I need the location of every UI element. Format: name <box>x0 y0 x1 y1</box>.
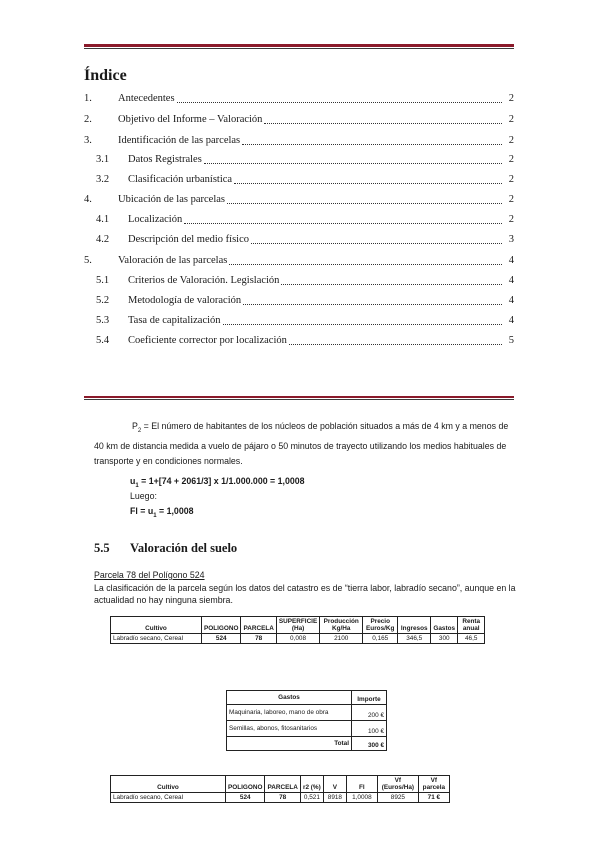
table-cell: Semillas, abonos, fitosanitarios <box>227 721 352 737</box>
toc-leader-dots <box>229 263 502 265</box>
table-header: Gastos <box>431 617 458 634</box>
toc-label: Datos Registrales <box>128 154 202 165</box>
toc-entry[interactable] <box>84 193 514 207</box>
table-header: Vf parcela <box>418 776 449 793</box>
toc-number: 2. <box>84 114 92 125</box>
toc-leader-dots <box>281 283 502 285</box>
table-cell: 300 <box>431 634 458 644</box>
table-header: Vf (Euros/Ha) <box>377 776 418 793</box>
table-header: Importe <box>352 691 387 705</box>
toc-page-number: 2 <box>508 135 514 146</box>
table-cell: 0,165 <box>363 634 398 644</box>
toc-number: 5.4 <box>96 335 110 346</box>
toc-page-number: 4 <box>508 295 514 306</box>
table-header: POLIGONO <box>202 617 241 634</box>
table-header: Producción Kg/Ha <box>320 617 363 634</box>
toc-number: 3.1 <box>96 154 110 165</box>
table-cell: 524 <box>226 793 265 803</box>
toc-entry[interactable] <box>84 233 514 247</box>
toc-leader-dots <box>234 182 502 184</box>
table-cell: 78 <box>265 793 300 803</box>
section-heading: 5.5 Valoración del suelo <box>94 541 238 555</box>
parcel-description: La clasificación de la parcela según los datos del catastro es de “tierra labor, labradío secano”, aunque en la actualidad no hay ninguna siembra. <box>94 583 516 605</box>
table-header-row <box>227 691 387 705</box>
table-cell: 0,008 <box>276 634 319 644</box>
table-header: POLIGONO <box>226 776 265 793</box>
toc-page-number: 4 <box>508 275 514 286</box>
table-cell: 78 <box>241 634 276 644</box>
total-value: 300 € <box>352 737 387 751</box>
toc-leader-dots <box>264 122 502 124</box>
table-cell: 71 € <box>418 793 449 803</box>
toc-page-number: 2 <box>508 93 514 104</box>
toc-label: Descripción del medio físico <box>128 234 250 245</box>
index-title: Índice <box>84 67 127 84</box>
toc-leader-dots <box>242 143 502 145</box>
table-cell: 8925 <box>377 793 418 803</box>
toc-entry[interactable] <box>84 254 514 268</box>
table-cell: 524 <box>202 634 241 644</box>
valuation-table <box>110 775 450 803</box>
toc-entry[interactable] <box>84 92 514 106</box>
table-header: r2 (%) <box>300 776 323 793</box>
toc-page-number: 5 <box>508 335 514 346</box>
table-cell: 200 € <box>352 705 387 721</box>
toc-page-number: 2 <box>508 174 514 185</box>
table-cell: 8918 <box>323 793 346 803</box>
toc-number: 5.2 <box>96 295 110 306</box>
total-label: Total <box>227 737 352 751</box>
table-cell: 1,0008 <box>346 793 377 803</box>
toc-leader-dots <box>204 162 502 164</box>
table-header: SUPERFICIE (Ha) <box>276 617 319 634</box>
toc-entry[interactable] <box>84 134 514 148</box>
table-row <box>227 705 387 721</box>
toc-number: 5.3 <box>96 315 110 326</box>
toc-page-number: 2 <box>508 214 514 225</box>
table-header-row <box>111 617 485 634</box>
toc-page-number: 2 <box>508 114 514 125</box>
toc-leader-dots <box>243 303 502 305</box>
toc-number: 5. <box>84 255 92 266</box>
toc-number: 4. <box>84 194 92 205</box>
toc-label: Antecedentes <box>118 93 175 104</box>
table-cell: 46,5 <box>458 634 485 644</box>
toc-number: 5.1 <box>96 275 110 286</box>
income-table <box>110 616 485 644</box>
toc-entry[interactable] <box>84 153 514 167</box>
p2-paragraph: $P_2 = El$ número de habitantes de los núcleos de población situados a más de 4 km y a menos de 40 km de distancia medida a vuelo de pájaro o 50 minutos de trayecto utilizando los medios habituales de transporte y en condiciones normales. <box>94 421 509 466</box>
table-cell: 2100 <box>320 634 363 644</box>
toc-page-number: 3 <box>508 234 514 245</box>
toc-leader-dots <box>251 242 502 244</box>
luego-text: Luego: <box>130 491 157 501</box>
page-break-rule <box>84 396 514 398</box>
toc-label: Localización <box>128 214 183 225</box>
toc-number: 1. <box>84 93 92 104</box>
toc-leader-dots <box>227 202 502 204</box>
toc-label: Clasificación urbanística <box>128 174 233 185</box>
table-row <box>111 634 485 644</box>
toc-entry[interactable] <box>84 274 514 288</box>
table-cell: Labradío secano, Cereal <box>111 634 202 644</box>
table-header-row <box>111 776 450 793</box>
toc-entry[interactable] <box>84 113 514 127</box>
table-header: PARCELA <box>241 617 276 634</box>
table-row <box>111 793 450 803</box>
toc-label: Criterios de Valoración. Legislación <box>128 275 280 286</box>
formula-u1: $u_1 = 1+[74 + 2061/3]$ x 1/1.000.000 = 1,0008 <box>130 476 305 489</box>
toc-leader-dots <box>223 323 502 325</box>
toc-page-number: 4 <box>508 255 514 266</box>
formula-fl: $Fl = u_1 = 1,0008$ <box>130 506 194 519</box>
top-rule-thin <box>84 48 514 49</box>
toc-label: Coeficiente corrector por localización <box>128 335 287 346</box>
toc-label: Tasa de capitalización <box>128 315 221 326</box>
toc-entry[interactable] <box>84 213 514 227</box>
toc-entry[interactable] <box>84 294 514 308</box>
table-header: Gastos <box>227 691 352 705</box>
toc-number: 3.2 <box>96 174 110 185</box>
toc-page-number: 2 <box>508 154 514 165</box>
table-header: Precio Euros/Kg <box>363 617 398 634</box>
toc-leader-dots <box>184 222 502 224</box>
toc-label: Identificación de las parcelas <box>118 135 241 146</box>
toc-number: 4.1 <box>96 214 110 225</box>
table-cell: Maquinaria, laboreo, mano de obra <box>227 705 352 721</box>
toc-label: Valoración de las parcelas <box>118 255 228 266</box>
toc-entry[interactable] <box>84 173 514 187</box>
page-break-rule-thin <box>84 399 514 400</box>
parcel-title: Parcela 78 del Polígono 524 <box>94 570 205 580</box>
table-cell: Labradío secano, Cereal <box>111 793 226 803</box>
expenses-table <box>226 690 387 751</box>
toc-page-number: 2 <box>508 194 514 205</box>
toc-number: 4.2 <box>96 234 110 245</box>
table-header: Cultivo <box>111 617 202 634</box>
table-cell: 346,5 <box>398 634 431 644</box>
toc-entry[interactable] <box>84 334 514 348</box>
toc-label: Ubicación de las parcelas <box>118 194 225 205</box>
table-header: PARCELA <box>265 776 300 793</box>
toc-page-number: 4 <box>508 315 514 326</box>
toc-number: 3. <box>84 135 92 146</box>
table-header: Cultivo <box>111 776 226 793</box>
toc-entry[interactable] <box>84 314 514 328</box>
toc-label: Objetivo del Informe – Valoración <box>118 114 263 125</box>
table-header: Ingresos <box>398 617 431 634</box>
toc-leader-dots <box>177 101 502 103</box>
toc-leader-dots <box>289 343 502 345</box>
table-header: Renta anual <box>458 617 485 634</box>
table-header: V <box>323 776 346 793</box>
table-row <box>227 721 387 737</box>
table-cell: 100 € <box>352 721 387 737</box>
table-cell: 0,521 <box>300 793 323 803</box>
table-total-row <box>227 737 387 751</box>
top-rule <box>84 44 514 47</box>
table-header: Fl <box>346 776 377 793</box>
toc-label: Metodología de valoración <box>128 295 242 306</box>
